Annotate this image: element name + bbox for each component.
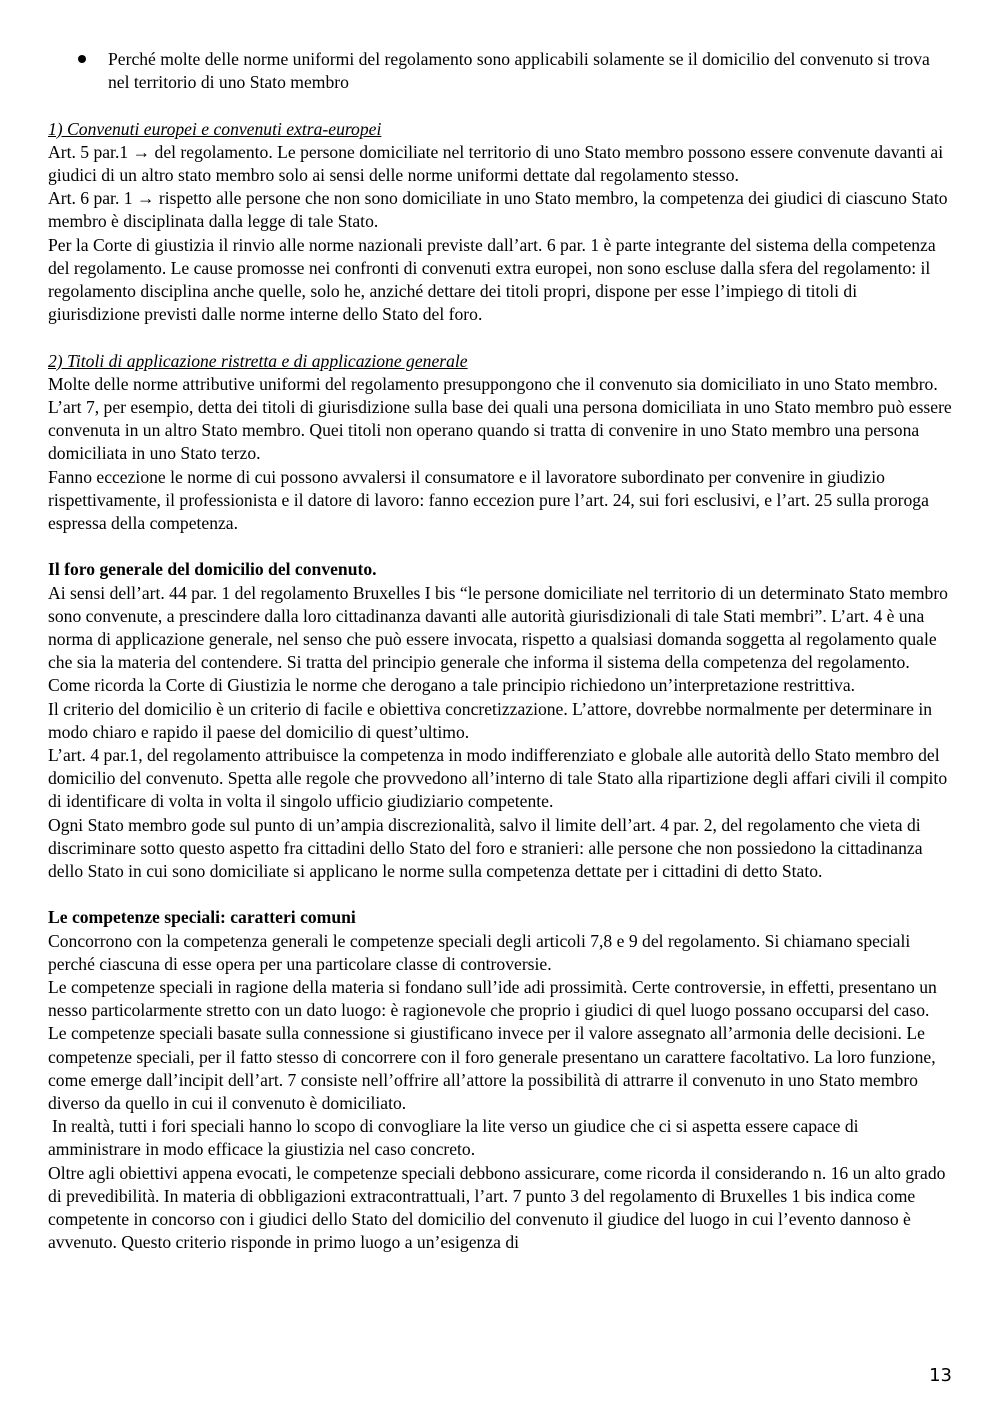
paragraph: Art. 5 par.1 → del regolamento. Le persone domiciliate nel territorio di uno Stato membro possono essere convenute davanti ai giudici di un altro stato membro solo ai sensi delle norme uniformi dettate dal regolamento stesso. <box>48 141 944 185</box>
paragraph: Le competenze speciali in ragione della materia si fondano sull’ide adi prossimità. Certe controversie, in effetti, presentano un nesso particolarmente stretto con un dato luogo: è ragionevole che proprio i giudici di quel luogo possano occuparsi del caso. <box>48 977 937 1021</box>
paragraph: Ogni Stato membro gode sul punto di un’ampia discrezionalità, salvo il limite dell’art. 4 par. 2, del regolamento che vieta di discriminare sotto questo aspetto fra cittadini dello Stato del foro e stranieri: alle persone che non possiedono la cittadinanza dello Stato in cui sono domiciliate si applicano le norme sulla competenza dettate per i cittadini di detto Stato. <box>48 814 923 882</box>
paragraph: Ai sensi dell’art. 44 par. 1 del regolamento Bruxelles I bis “le persone domiciliate nel territorio di un determinato Stato membro sono convenute, a prescindere dalla loro cittadinanza davanti alle autorità giurisdizionali di tale Stati membri”. L’art. 4 è una norma di applicazione generale, nel senso che può essere invocata, rispetto a qualsiasi domanda soggetta al regolamento quale che sia la materia del contendere. Si tratta del principio generale che informa il sistema della competenza del regolamento. Come ricorda la Corte di Giustizia le norme che derogano a tale principio richiedono un’interpretazione restrittiva. <box>48 582 948 696</box>
paragraph: In realtà, tutti i fori speciali hanno lo scopo di convogliare la lite verso un giudice che ci si aspetta essere capace di amministrare in modo efficace la giustizia nel caso concreto. <box>48 1116 859 1160</box>
paragraph: L’art. 4 par.1, del regolamento attribuisce la competenza in modo indifferenziato e globale alle autorità dello Stato membro del domicilio del convenuto. Spetta alle regole che provvedono all’interno di tale Stato alla ripartizione degli affari civili il compito di identificare di volta in volta il singolo ufficio giudiziario competente. <box>48 745 948 812</box>
bullet-text: Perché molte delle norme uniformi del regolamento sono applicabili solamente se il domicilio del convenuto si trova nel territorio di uno Stato membro <box>108 49 930 93</box>
paragraph: Art. 6 par. 1 → rispetto alle persone che non sono domiciliate in uno Stato membro, la competenza dei giudici di ciascuno Stato membro è disciplinata dalla legge di tale Stato. <box>48 188 948 232</box>
paragraph: Le competenze speciali basate sulla connessione si giustificano invece per il valore assegnato all’armonia delle decisioni. Le competenze speciali, per il fatto stesso di concorrere con il foro generale presentano un carattere facoltativo. La loro funzione, come emerge dall’incipit dell’art. 7 consiste nell’offrire all’attore la possibilità di attrarre il convenuto in uno Stato membro diverso da quello in cui il convenuto è domiciliato. <box>48 1023 936 1114</box>
page-number: 13 <box>929 1365 952 1386</box>
bullet-dot-icon <box>78 55 86 63</box>
paragraph: Fanno eccezione le norme di cui possono avvalersi il consumatore e il lavoratore subordinato per convenire in giudizio rispettivamente, il professionista e il datore di lavoro: fanno eccezion pure l’art. 24, sui fori esclusivi, e l’art. 25 sulla proroga espressa della competenza. <box>48 466 929 534</box>
section-heading-foro-generale: Il foro generale del domicilio del convenuto. <box>48 559 377 580</box>
section-heading-convenuti: 1) Convenuti europei e convenuti extra-europei <box>48 118 382 139</box>
section-heading-titoli: 2) Titoli di applicazione ristretta e di applicazione generale <box>48 350 468 371</box>
paragraph: Il criterio del domicilio è un criterio di facile e obiettiva concretizzazione. L’attore, dovrebbe normalmente per determinare in modo chiaro e rapido il paese del domicilio di quest’ultimo. <box>48 698 933 742</box>
paragraph: Molte delle norme attributive uniformi del regolamento presuppongono che il convenuto sia domiciliato in uno Stato membro. L’art 7, per esempio, detta dei titoli di giurisdizione sulla base dei quali una persona domiciliata in uno Stato membro può essere convenuta in un altro Stato membro. Quei titoli non operano quando si tratta di convenire in uno Stato membro una persona domiciliata in uno Stato terzo. <box>48 373 952 464</box>
section-heading-competenze-speciali: Le competenze speciali: caratteri comuni <box>48 907 356 928</box>
paragraph: Concorrono con la competenza generali le competenze speciali degli articoli 7,8 e 9 del regolamento. Si chiamano speciali perché ciascuna di esse opera per una particolare classe di controversie. <box>48 930 911 974</box>
paragraph: Oltre agli obiettivi appena evocati, le competenze speciali debbono assicurare, come ricorda il considerando n. 16 un alto grado di prevedibilità. In materia di obbligazioni extracontrattuali, l’art. 7 punto 3 del regolamento di Bruxelles 1 bis indica come competente in concorso con i giudici dello Stato del domicilio del convenuto il giudice del luogo in cui l’evento dannoso è avvenuto. Questo criterio risponde in primo luogo a un’esigenza di <box>48 1162 946 1253</box>
paragraph: Per la Corte di giustizia il rinvio alle norme nazionali previste dall’art. 6 par. 1 è parte integrante del sistema della competenza del regolamento. Le cause promosse nei confronti di convenuti extra europei, non sono escluse dalla sfera del regolamento: il regolamento disciplina anche quelle, solo he, anziché dettare dei titoli propri, dispone per esse l’impiego di titoli di giurisdizione previsti dalle norme interne dello Stato del foro. <box>48 234 936 325</box>
bullet-list-item <box>48 48 952 94</box>
document-page <box>48 48 952 1255</box>
